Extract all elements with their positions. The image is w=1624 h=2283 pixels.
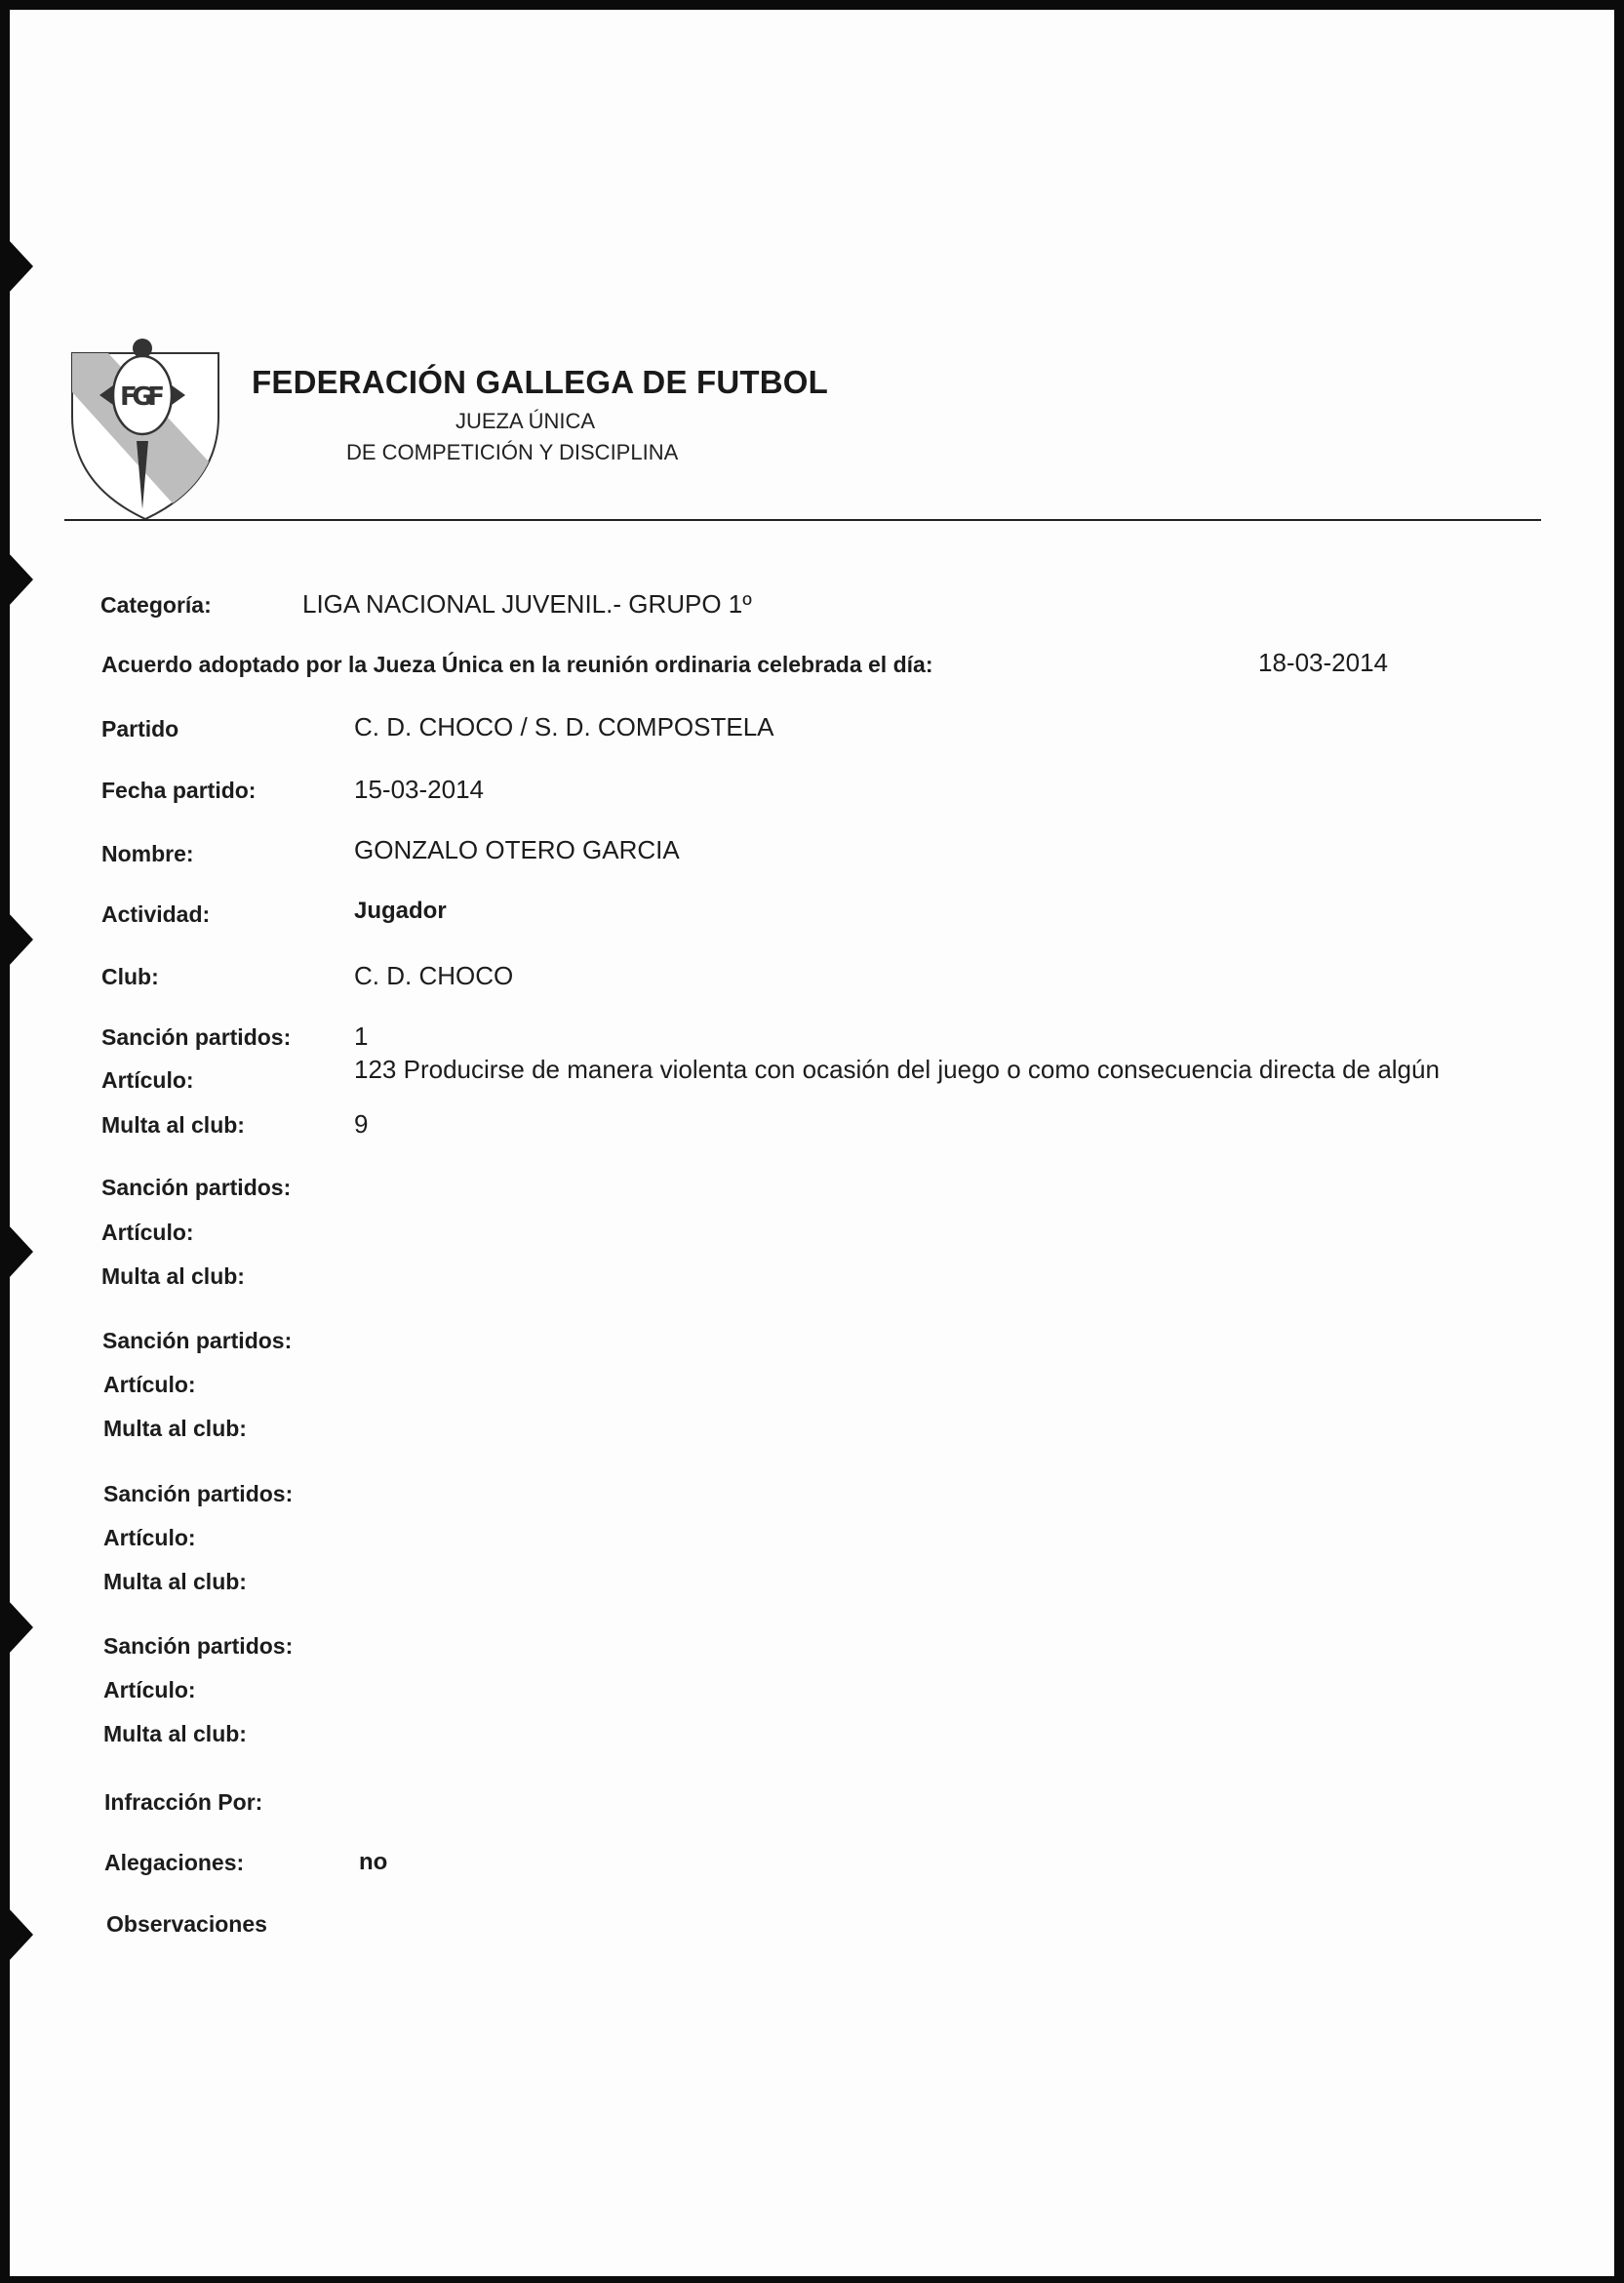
- organization-subtitle-2: DE COMPETICIÓN Y DISCIPLINA: [346, 440, 679, 464]
- nombre-value: GONZALO OTERO GARCIA: [354, 835, 680, 864]
- header-divider: [64, 519, 1541, 521]
- infraccion-label: Infracción Por:: [104, 1789, 263, 1815]
- binder-notch: [10, 239, 33, 294]
- sancion-partidos-label: Sanción partidos:: [102, 1328, 293, 1353]
- sancion-partidos-label: Sanción partidos:: [101, 1175, 292, 1200]
- categoria-label: Categoría:: [100, 592, 212, 618]
- fecha-partido-label: Fecha partido:: [101, 778, 257, 803]
- binder-notch: [10, 1600, 33, 1655]
- nombre-label: Nombre:: [101, 841, 194, 866]
- binder-notch: [10, 912, 33, 967]
- sancion-partidos-label: Sanción partidos:: [103, 1633, 294, 1659]
- acuerdo-label: Acuerdo adoptado por la Jueza Única en la reunión ordinaria celebrada el día:: [101, 652, 933, 677]
- organization-title: FEDERACIÓN GALLEGA DE FUTBOL: [252, 364, 829, 400]
- actividad-value: Jugador: [354, 898, 447, 924]
- articulo-label: Artículo:: [103, 1525, 196, 1550]
- alegaciones-value: no: [359, 1849, 388, 1875]
- binder-notch: [10, 1224, 33, 1279]
- articulo-label: Artículo:: [101, 1220, 194, 1245]
- sancion-partidos-label: Sanción partidos:: [103, 1481, 294, 1506]
- federation-logo-icon: [64, 339, 230, 524]
- document-page: [10, 10, 1614, 2276]
- categoria-value: LIGA NACIONAL JUVENIL.- GRUPO 1º: [302, 589, 752, 619]
- multa-club-label: Multa al club:: [101, 1112, 245, 1138]
- multa-club-value: 9: [354, 1109, 369, 1139]
- logo-text: FGF: [120, 382, 165, 412]
- binder-notch: [10, 552, 33, 607]
- club-value: C. D. CHOCO: [354, 961, 514, 990]
- articulo-label: Artículo:: [103, 1677, 196, 1702]
- articulo-value: 123 Producirse de manera violenta con ocasión del juego o como consecuencia directa de algún: [354, 1055, 1440, 1084]
- multa-club-label: Multa al club:: [101, 1263, 245, 1289]
- actividad-label: Actividad:: [101, 901, 211, 927]
- binder-notch: [10, 1907, 33, 1962]
- sancion-partidos-label: Sanción partidos:: [101, 1024, 292, 1050]
- observaciones-label: Observaciones: [106, 1911, 267, 1937]
- partido-label: Partido: [101, 716, 179, 741]
- partido-value: C. D. CHOCO / S. D. COMPOSTELA: [354, 712, 774, 741]
- sancion-partidos-value: 1: [354, 1021, 369, 1051]
- multa-club-label: Multa al club:: [103, 1721, 247, 1746]
- alegaciones-label: Alegaciones:: [104, 1850, 245, 1875]
- club-label: Club:: [101, 964, 159, 989]
- acuerdo-date-value: 18-03-2014: [1258, 648, 1388, 677]
- articulo-label: Artículo:: [103, 1372, 196, 1397]
- multa-club-label: Multa al club:: [103, 1569, 247, 1594]
- articulo-label: Artículo:: [101, 1067, 194, 1093]
- multa-club-label: Multa al club:: [103, 1416, 247, 1441]
- fecha-partido-value: 15-03-2014: [354, 775, 484, 804]
- organization-subtitle-1: JUEZA ÚNICA: [456, 409, 596, 433]
